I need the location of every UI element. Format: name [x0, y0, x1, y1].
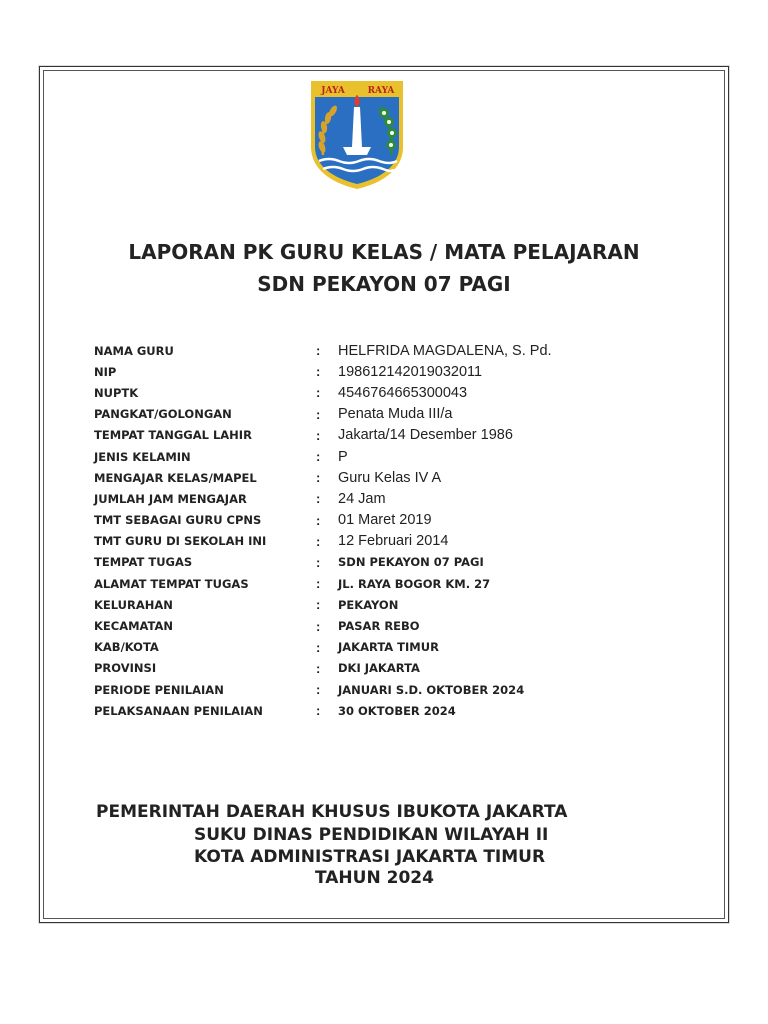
info-value: JANUARI S.D. OKTOBER 2024: [338, 682, 525, 697]
teacher-info-list: [94, 340, 654, 721]
info-row: [94, 658, 654, 679]
info-label: PROVINSI: [94, 661, 157, 676]
footer-year: TAHUN 2024: [315, 868, 434, 888]
info-value: 24 Jam: [338, 490, 386, 507]
info-row: [94, 488, 654, 509]
info-separator: :: [316, 597, 321, 613]
info-separator: :: [316, 343, 321, 359]
info-row: [94, 679, 654, 700]
info-separator: :: [316, 512, 321, 528]
info-value: DKI JAKARTA: [338, 661, 420, 676]
info-label: TMT SEBAGAI GURU CPNS: [94, 513, 262, 528]
school-name-title: SDN PEKAYON 07 PAGI: [257, 272, 511, 296]
info-row: [94, 615, 654, 636]
info-value: 12 Februari 2014: [338, 533, 449, 550]
info-separator: :: [316, 406, 321, 422]
info-separator: :: [316, 554, 321, 570]
info-value: PASAR REBO: [338, 619, 420, 634]
info-row: [94, 637, 654, 658]
info-separator: :: [316, 660, 321, 676]
info-separator: :: [316, 491, 321, 507]
info-separator: :: [316, 449, 321, 465]
info-row: [94, 573, 654, 594]
info-row: [94, 531, 654, 552]
info-value: 30 OKTOBER 2024: [338, 703, 456, 718]
info-value: Penata Muda III/a: [338, 406, 453, 423]
info-label: ALAMAT TEMPAT TUGAS: [94, 576, 249, 591]
info-value: 4546764665300043: [338, 384, 468, 401]
info-row: [94, 467, 654, 488]
info-value: PEKAYON: [338, 597, 399, 612]
info-value: P: [338, 448, 348, 465]
info-value: Guru Kelas IV A: [338, 469, 442, 486]
info-value: HELFRIDA MAGDALENA, S. Pd.: [338, 342, 552, 359]
motto-right: RAYA: [367, 86, 395, 96]
info-separator: :: [316, 533, 321, 549]
info-label: KAB/KOTA: [94, 640, 159, 655]
info-row: [94, 340, 654, 361]
info-value: JAKARTA TIMUR: [338, 640, 439, 655]
info-label: NIP: [94, 364, 117, 379]
footer-line-1: PEMERINTAH DAERAH KHUSUS IBUKOTA JAKARTA: [96, 802, 568, 822]
footer-line-3: KOTA ADMINISTRASI JAKARTA TIMUR: [194, 847, 546, 867]
info-row: [94, 552, 654, 573]
info-label: TEMPAT TANGGAL LAHIR: [94, 428, 252, 443]
info-row: [94, 700, 654, 721]
info-value: JL. RAYA BOGOR KM. 27: [338, 576, 491, 591]
motto-left: JAYA: [321, 86, 345, 96]
info-value: 198612142019032011: [338, 363, 483, 380]
info-label: KECAMATAN: [94, 619, 174, 634]
info-label: NUPTK: [94, 385, 139, 400]
info-value: SDN PEKAYON 07 PAGI: [338, 555, 484, 570]
info-label: PANGKAT/GOLONGAN: [94, 407, 232, 422]
dki-jakarta-emblem-icon: [305, 77, 409, 192]
info-row: [94, 361, 654, 382]
info-row: [94, 404, 654, 425]
info-label: NAMA GURU: [94, 343, 174, 358]
info-separator: :: [316, 470, 321, 486]
info-label: KELURAHAN: [94, 597, 173, 612]
info-label: JENIS KELAMIN: [94, 449, 191, 464]
info-row: [94, 510, 654, 531]
info-separator: :: [316, 639, 321, 655]
info-row: [94, 382, 654, 403]
info-row: [94, 425, 654, 446]
info-separator: :: [316, 618, 321, 634]
document-title: LAPORAN PK GURU KELAS / MATA PELAJARAN: [128, 240, 640, 264]
info-label: TEMPAT TUGAS: [94, 555, 193, 570]
info-label: TMT GURU DI SEKOLAH INI: [94, 534, 267, 549]
info-separator: :: [316, 364, 321, 380]
footer-line-2: SUKU DINAS PENDIDIKAN WILAYAH II: [194, 825, 549, 845]
info-label: JUMLAH JAM MENGAJAR: [94, 491, 247, 506]
info-row: [94, 446, 654, 467]
info-separator: :: [316, 682, 321, 698]
info-separator: :: [316, 703, 321, 719]
info-label: PERIODE PENILAIAN: [94, 682, 224, 697]
info-label: PELAKSANAAN PENILAIAN: [94, 703, 263, 718]
info-value: 01 Maret 2019: [338, 512, 432, 529]
info-label: MENGAJAR KELAS/MAPEL: [94, 470, 257, 485]
info-value: Jakarta/14 Desember 1986: [338, 427, 513, 444]
info-separator: :: [316, 427, 321, 443]
info-separator: :: [316, 576, 321, 592]
info-separator: :: [316, 385, 321, 401]
info-row: [94, 594, 654, 615]
